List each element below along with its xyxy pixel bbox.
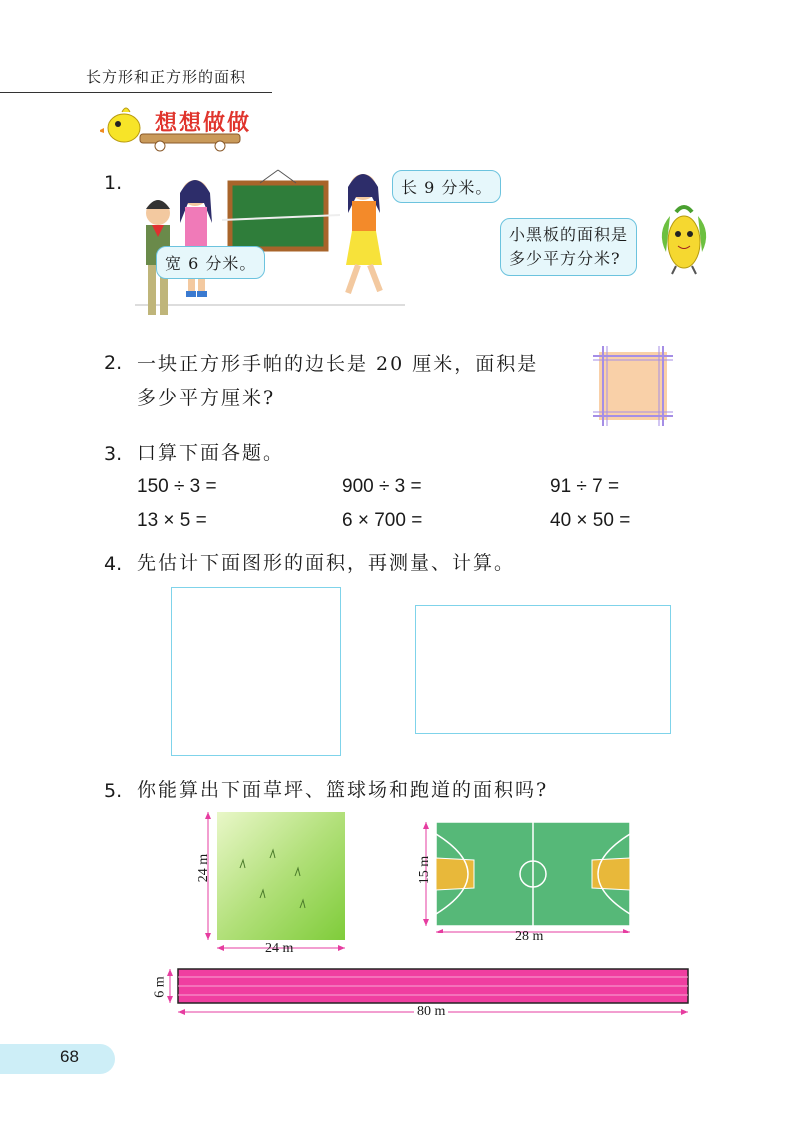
estimate-square (171, 587, 341, 756)
q5-text: 你能算出下面草坪、篮球场和跑道的面积吗? (137, 779, 549, 801)
q2-text (137, 347, 538, 415)
court-width-label: 28 m (515, 929, 544, 944)
calc-item-3: 91 ÷ 7 = (550, 476, 620, 497)
track-height-label: 6 m (152, 976, 168, 998)
length-speech-bubble: 长 9 分米。 (392, 170, 501, 203)
track-width-label: 80 m (414, 1004, 448, 1020)
estimate-rectangle (415, 605, 671, 734)
page-number: 68 (60, 1047, 79, 1066)
page-number-tab (0, 1044, 115, 1074)
question-speech-bubble (500, 218, 637, 276)
q4-text: 先估计下面图形的面积，再测量、计算。 (137, 552, 516, 574)
question-line-1: 小黑板的面积是 (509, 225, 629, 244)
chapter-title: 长方形和正方形的面积 (86, 68, 247, 86)
q4-number: 4. (104, 553, 123, 575)
section-title: 想想做做 (155, 111, 252, 136)
header-rule (0, 92, 272, 93)
calc-item-4: 13 × 5 = (137, 510, 207, 531)
court-height-label: 15 m (417, 855, 433, 885)
width-speech-bubble: 宽 6 分米。 (156, 246, 265, 279)
q2-line-1: 一块正方形手帕的边长是 20 厘米，面积是 (137, 353, 539, 375)
lawn-width-label: 24 m (265, 941, 294, 956)
calc-item-5: 6 × 700 = (342, 510, 423, 531)
handkerchief-illustration (593, 346, 673, 426)
q3-text: 口算下面各题。 (137, 442, 285, 464)
q2-number: 2. (104, 352, 123, 374)
basketball-court-illustration (420, 818, 635, 933)
corn-mascot-illustration (648, 202, 714, 276)
calc-item-6: 40 × 50 = (550, 510, 631, 531)
calc-item-1: 150 ÷ 3 = (137, 476, 217, 497)
lawn-height-label: 24 m (196, 853, 212, 883)
q2-line-2: 多少平方厘米? (137, 387, 276, 409)
calc-item-2: 900 ÷ 3 = (342, 476, 422, 497)
q1-number: 1. (104, 172, 123, 194)
lawn-illustration (200, 808, 350, 958)
question-line-2: 多少平方分米? (509, 249, 621, 268)
q3-number: 3. (104, 443, 123, 465)
q5-number: 5. (104, 780, 123, 802)
